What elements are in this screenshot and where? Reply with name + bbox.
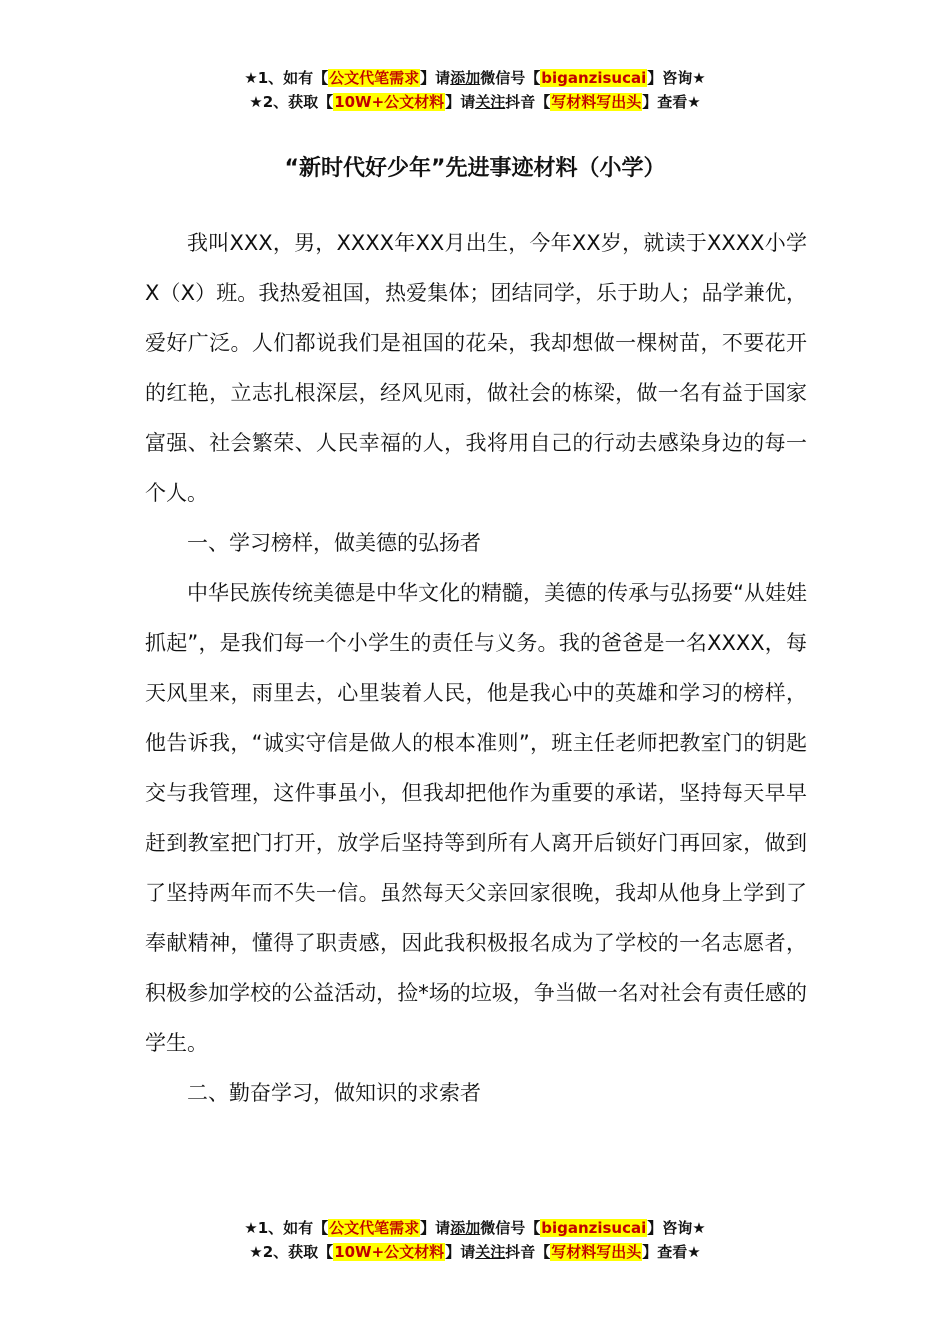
- banner-underline: 关注: [475, 93, 506, 111]
- banner-line-1: [0, 66, 950, 90]
- banner-text: 】咨询★: [647, 69, 706, 87]
- banner-line-1: [0, 1216, 950, 1240]
- section-heading-1: 一、学习榜样，做美德的弘扬者: [187, 531, 481, 555]
- section-heading-2: 二、勤奋学习，做知识的求索者: [187, 1081, 481, 1105]
- banner-underline: 添加: [450, 1219, 481, 1237]
- banner-underline: 添加: [450, 69, 481, 87]
- banner-highlight-douyin: 写材料写出头: [551, 1243, 642, 1261]
- banner-text: 】请: [445, 1243, 476, 1261]
- banner-text: ★2、获取【: [249, 1243, 334, 1261]
- banner-text: 】请: [420, 1219, 451, 1237]
- banner-highlight-wechat: biganzisucai: [541, 1219, 647, 1237]
- banner-highlight-douyin: 写材料写出头: [551, 93, 642, 111]
- banner-text: 】查看★: [642, 1243, 701, 1261]
- banner-text: ★1、如有【: [244, 1219, 329, 1237]
- banner-highlight: 10W+公文材料: [334, 93, 445, 111]
- banner-text: ★2、获取【: [249, 93, 334, 111]
- banner-text: 微信号【: [480, 69, 541, 87]
- banner-text: 】咨询★: [647, 1219, 706, 1237]
- banner-highlight: 公文代笔需求: [329, 69, 420, 87]
- header-banner: [0, 66, 950, 114]
- banner-highlight-wechat: biganzisucai: [541, 69, 647, 87]
- document-title: “新时代好少年”先进事迹材料（小学）: [284, 156, 666, 181]
- banner-underline: 关注: [475, 1243, 506, 1261]
- banner-highlight: 10W+公文材料: [334, 1243, 445, 1261]
- banner-line-2: [0, 1240, 950, 1264]
- banner-text: ★1、如有【: [244, 69, 329, 87]
- banner-text: 】请: [420, 69, 451, 87]
- section-1-paragraph: 中华民族传统美德是中华文化的精髓，美德的传承与弘扬要“从娃娃抓起”，是我们每一个小学生的责任与义务。我的爸爸是一名XXXX，每天风里来，雨里去，心里装着人民，他是我心中的英雄和学习的榜样，他告诉我，“诚实守信是做人的根本准则”，班主任老师把教室门的钥匙交与我管理，这件事虽小，但我却把他作为重要的承诺，坚持每天早早赶到教室把门打开，放学后坚持等到所有人离开后锁好门再回家，做到了坚持两年而不失一信。虽然每天父亲回家很晚，我却从他身上学到了奉献精神，懂得了职责感，因此我积极报名成为了学校的一名志愿者，积极参加学校的公益活动，捡*场的垃圾，争当做一名对社会有责任感的学生。: [145, 581, 807, 1055]
- banner-line-2: [0, 90, 950, 114]
- document-body: [145, 218, 807, 1118]
- banner-text: 】查看★: [642, 93, 701, 111]
- intro-paragraph: 我叫XXX，男，XXXX年XX月出生，今年XX岁，就读于XXXX小学X（X）班。我热爱祖国，热爱集体；团结同学，乐于助人；品学兼优，爱好广泛。人们都说我们是祖国的花朵，我却想做一棵树苗，不要花开的红艳，立志扎根深层，经风见雨，做社会的栋梁，做一名有益于国家富强、社会繁荣、人民幸福的人，我将用自己的行动去感染身边的每一个人。: [145, 231, 807, 505]
- banner-text: 抖音【: [505, 1243, 551, 1261]
- banner-text: 抖音【: [505, 93, 551, 111]
- footer-banner: [0, 1216, 950, 1264]
- banner-text: 微信号【: [480, 1219, 541, 1237]
- banner-highlight: 公文代笔需求: [329, 1219, 420, 1237]
- banner-text: 】请: [445, 93, 476, 111]
